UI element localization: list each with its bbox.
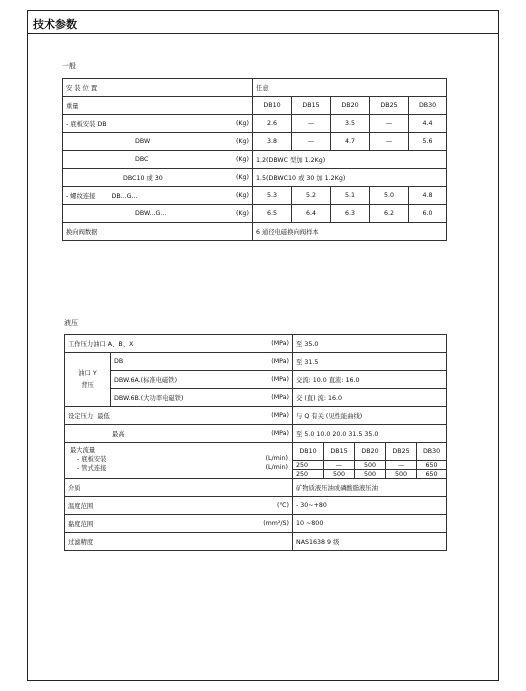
set-pressure-label: 设定压力 [68,413,94,420]
back-pressure-label: 背压 [81,381,94,389]
unit-label: (℃) [195,497,293,515]
weight-value: 4.4 [409,115,447,133]
unit-label: (Kg) [205,187,253,205]
flow-cell [386,461,417,479]
medium-value: 矿物质液压油或磷酸脂液压油 [293,479,447,497]
medium-label: 介质 [65,479,293,497]
temperature-label: 温度范围 [65,497,195,515]
model-header: DB10 [253,97,292,115]
model-header: DB30 [409,97,447,115]
table-row [63,79,447,97]
table-row [63,151,447,169]
flow-value: 650 [425,461,438,469]
weight-value: 5.6 [409,133,447,151]
row-label: DBW.6B.(大功率电磁铁) [111,389,195,407]
weight-label: 重量 [63,97,253,115]
hydraulic-spec-table [64,334,447,551]
row-label: - 底板安装 DB [63,115,205,133]
table-row [63,115,447,133]
weight-value: 2.6 [253,115,292,133]
page-title: 技术参数 [33,18,77,31]
table-row [65,407,447,425]
max-flow-label-cell [65,443,293,479]
temperature-value: - 30~+80 [293,497,447,515]
thread-model-label: DB...G... [111,193,138,200]
max-flow-label: 最大流量 [70,447,96,454]
weight-value: 6.4 [292,205,331,223]
port-y-title: 油口 Y [78,369,97,377]
general-spec-table [62,78,447,241]
table-row [63,187,447,205]
flow-cell [355,461,386,479]
weight-value: 4.8 [409,187,447,205]
install-value: 任意 [253,79,447,97]
model-header: DB15 [324,443,355,461]
section-label-general: 一般 [62,62,76,70]
thread-mount-label: - 管式连接 [77,465,107,472]
weight-value: 5.2 [292,187,331,205]
flow-cell [417,461,447,479]
table-row [65,443,447,461]
weight-value: 6.0 [409,205,447,223]
weight-note: 1.2(DBWC 型加 1.2Kg) [253,151,447,169]
reversing-value: 6 通径电磁换向阀样本 [253,223,447,241]
unit-label: (L/min) [265,464,289,471]
set-min-value: 与 Q 有关 (见性能曲线) [293,407,447,425]
back-pressure-value: 交 (直) 流: 16.0 [293,389,447,407]
section-label-hydraulic: 液压 [64,319,78,327]
table-row [65,425,447,443]
row-label [65,407,195,425]
model-header: DB10 [293,443,324,461]
set-max-label: 最高 [65,425,195,443]
table-row [65,389,447,407]
weight-value: 3.5 [331,115,370,133]
unit-label: (MPa) [195,335,293,353]
weight-value: 5.1 [331,187,370,205]
flow-cell [293,461,324,479]
row-label: DBW [63,133,205,151]
weight-note: 1.5(DBWC10 或 30 加 1.2Kg) [253,169,447,187]
port-y-label [65,353,111,407]
table-row [63,223,447,241]
unit-label: (Kg) [205,133,253,151]
weight-value: 3.8 [253,133,292,151]
back-pressure-value: 交流: 10.0 直流: 16.0 [293,371,447,389]
row-label: DBW...G... [63,205,205,223]
flow-value: 500 [324,470,354,479]
flow-cell [324,461,355,479]
unit-label: (L/min) [265,455,289,462]
model-header: DB25 [386,443,417,461]
table-row [65,497,447,515]
weight-value: 5.3 [253,187,292,205]
weight-value: — [292,115,331,133]
unit-label: (mm²/S) [195,515,293,533]
table-row [65,335,447,353]
row-label: DBC [63,151,205,169]
weight-value: 6.2 [370,205,409,223]
install-label: 安 装 位 置 [63,79,253,97]
work-pressure-value: 至 35.0 [293,335,447,353]
weight-value: 6.3 [331,205,370,223]
table-row [65,353,447,371]
unit-label: (Kg) [205,169,253,187]
weight-value: 6.5 [253,205,292,223]
flow-value: — [335,461,343,469]
model-header: DB30 [417,443,447,461]
weight-value: — [370,115,409,133]
title-divider [27,33,499,34]
unit-label: (Kg) [205,151,253,169]
flow-value: — [397,461,405,469]
weight-value: — [370,133,409,151]
unit-label: (MPa) [195,425,293,443]
set-max-value: 至 5.0 10.0 20.0 31.5 35.0 [293,425,447,443]
weight-value: — [292,133,331,151]
unit-label: (MPa) [195,371,293,389]
work-pressure-label: 工作压力油口 A、B、X [65,335,195,353]
unit-label: (Kg) [205,205,253,223]
table-row [63,169,447,187]
back-pressure-value: 至 31.5 [293,353,447,371]
flow-value: 500 [364,461,377,469]
unit-label: (Kg) [205,115,253,133]
plate-mount-label: - 底板安装 [77,456,107,463]
thread-label: - 螺纹连接 [66,193,96,200]
flow-value: 500 [386,470,416,479]
unit-label: (MPa) [195,407,293,425]
model-header: DB25 [370,97,409,115]
table-row [63,97,447,115]
unit-label: (MPa) [195,353,293,371]
viscosity-label: 黏度范围 [65,515,195,533]
flow-value: 650 [417,470,446,479]
set-min-label: 最低 [97,413,110,420]
viscosity-value: 10 ~800 [293,515,447,533]
model-header: DB15 [292,97,331,115]
row-label: DB [111,353,195,371]
row-label: DBW.6A.(标准电磁铁) [111,371,195,389]
table-row [65,533,447,551]
weight-value: 4.7 [331,133,370,151]
filtration-label: 过滤精度 [65,533,293,551]
filtration-value: NAS1638 9 级 [293,533,447,551]
model-header: DB20 [331,97,370,115]
row-label: DBC10 或 30 [63,169,205,187]
reversing-label: 换向阀数据 [63,223,253,241]
flow-value: 250 [296,461,309,469]
weight-value: 5.0 [370,187,409,205]
table-row [65,371,447,389]
table-row [63,133,447,151]
max-flow-label-block [65,443,292,478]
model-header: DB20 [355,443,386,461]
flow-value: 250 [293,470,323,479]
unit-label: (MPa) [195,389,293,407]
table-row [63,205,447,223]
flow-value: 500 [355,470,385,479]
table-row [65,479,447,497]
row-label [63,187,205,205]
table-row [65,515,447,533]
